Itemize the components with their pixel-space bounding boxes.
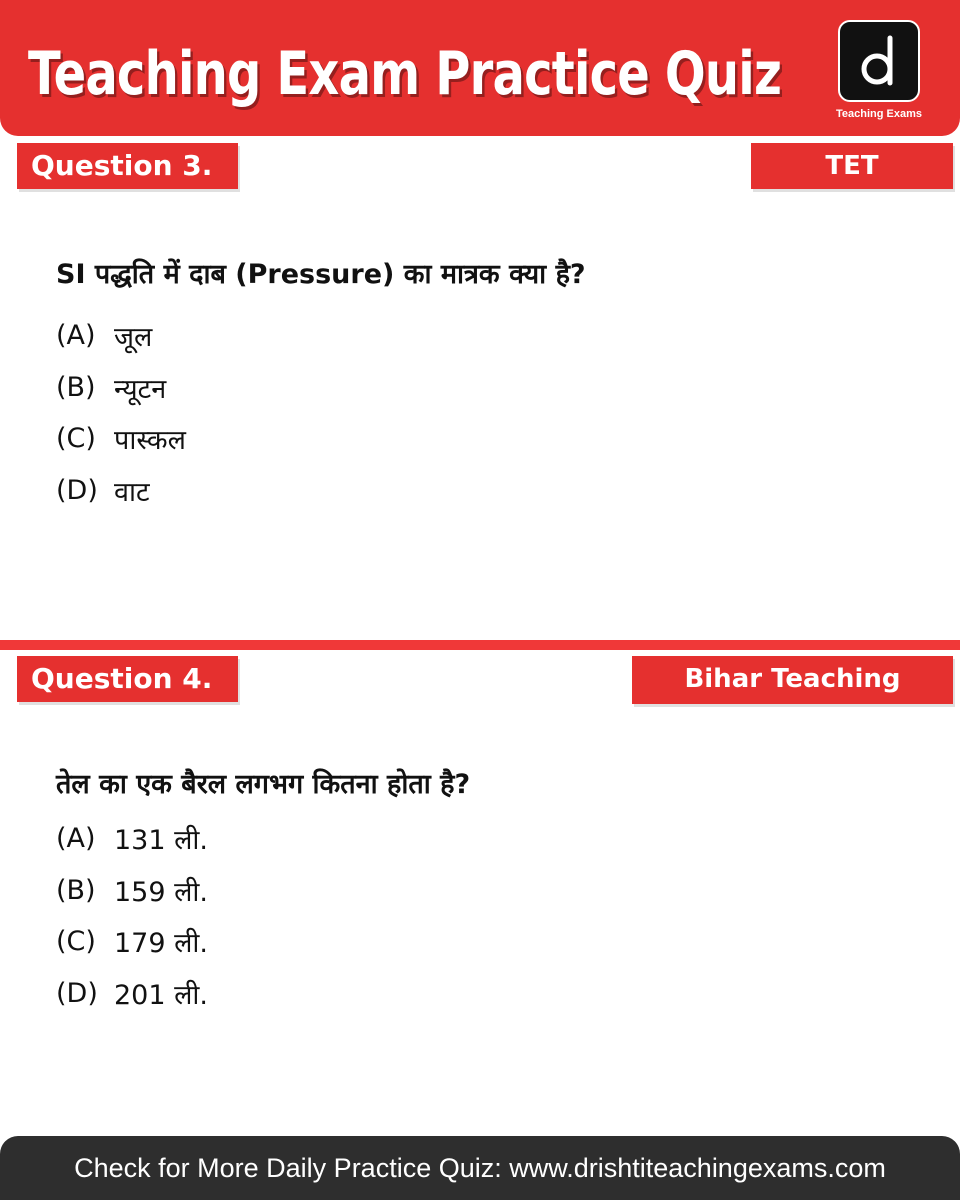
exam-tag: TET: [751, 143, 953, 189]
option-letter: (C): [56, 423, 96, 455]
option-b[interactable]: [56, 362, 186, 414]
option-d[interactable]: [56, 465, 186, 517]
option-text: वाट: [114, 476, 150, 508]
option-letter: (A): [56, 320, 96, 352]
question-number-label: Question 3.: [17, 143, 238, 189]
option-text: 159 ली.: [114, 876, 208, 908]
option-d[interactable]: [56, 968, 208, 1020]
section-divider: [0, 640, 960, 650]
option-letter: (D): [56, 474, 98, 506]
option-text: 179 ली.: [114, 928, 208, 960]
logo-d-icon: [840, 22, 918, 100]
option-c[interactable]: [56, 413, 186, 465]
question-text: SI पद्धति में दाब (Pressure) का मात्रक क्या है?: [56, 259, 586, 290]
brand-logo[interactable]: [838, 20, 920, 102]
question-number-label: Question 4.: [17, 656, 238, 702]
option-text: पास्कल: [114, 425, 186, 457]
question-text: तेल का एक बैरल लगभग कितना होता है?: [56, 769, 471, 800]
exam-tag: Bihar Teaching: [632, 656, 953, 704]
footer-text[interactable]: Check for More Daily Practice Quiz: www.drishtiteachingexams.com: [74, 1153, 886, 1183]
option-letter: (C): [56, 926, 96, 958]
option-text: जूल: [114, 322, 153, 354]
header-banner: [0, 0, 960, 136]
option-letter: (D): [56, 977, 98, 1009]
option-c[interactable]: [56, 916, 208, 968]
option-a[interactable]: [56, 310, 186, 362]
footer-banner[interactable]: [0, 1136, 960, 1200]
option-letter: (B): [56, 874, 96, 906]
option-b[interactable]: [56, 865, 208, 917]
option-letter: (B): [56, 371, 96, 403]
logo-caption: Teaching Exams: [836, 108, 922, 120]
option-text: 201 ली.: [114, 979, 208, 1011]
option-a[interactable]: [56, 813, 208, 865]
option-text: 131 ली.: [114, 825, 208, 857]
option-letter: (A): [56, 823, 96, 855]
options-list: [56, 310, 186, 516]
page-title: Teaching Exam Practice Quiz: [28, 39, 782, 109]
options-list: [56, 813, 208, 1019]
option-text: न्यूटन: [114, 373, 167, 405]
